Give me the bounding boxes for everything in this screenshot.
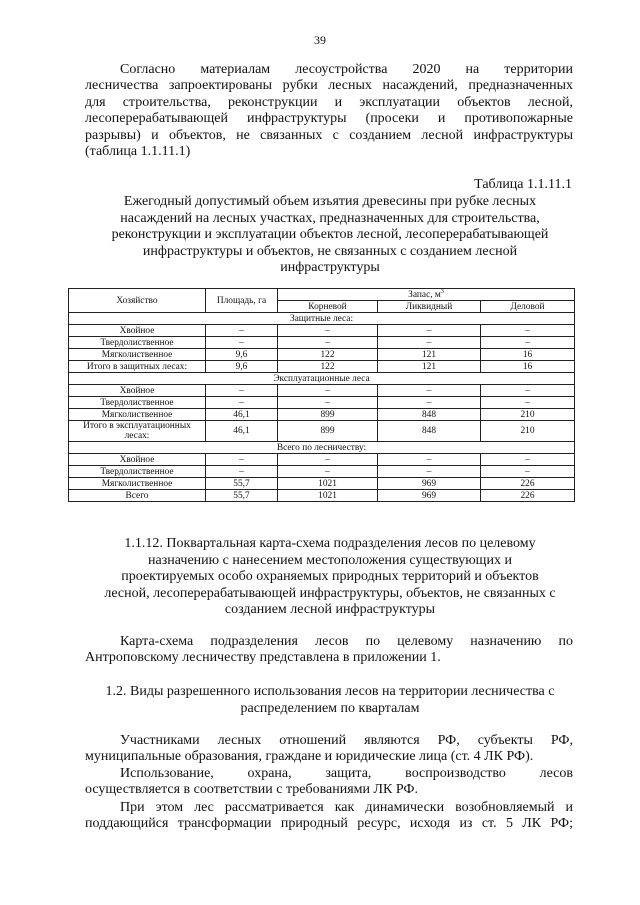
table-cell: Итого в эксплуатационных лесах: bbox=[69, 421, 206, 442]
heading-line: лесной, лесоперерабатывающей инфраструктуры, объектов, не связанных с bbox=[104, 585, 556, 601]
table-cell: Твердолиственное bbox=[69, 466, 206, 478]
table-cell: – bbox=[378, 397, 481, 409]
table-cell: 16 bbox=[481, 349, 575, 361]
table-title-line: насаждений на лесных участках, предназначенных для строительства, bbox=[120, 210, 540, 226]
table-title-line: Ежегодный допустимый объем изъятия древесины при рубке лесных bbox=[123, 194, 537, 209]
table-cell: 16 bbox=[481, 361, 575, 373]
table-cell: – bbox=[378, 337, 481, 349]
table-cell: – bbox=[278, 385, 378, 397]
usage-line: Использование, охрана, защита, воспроизводство лесов bbox=[120, 766, 573, 781]
table-cell: – bbox=[481, 337, 575, 349]
header-stock-sup: 3 bbox=[440, 288, 444, 295]
section-row bbox=[69, 373, 575, 385]
heading-line: проектируемых особо охраняемых природных территорий и объектов bbox=[121, 569, 539, 584]
table-cell: Хвойное bbox=[69, 385, 206, 397]
harvest-volume-table bbox=[68, 288, 575, 502]
table-cell: 9,6 bbox=[206, 349, 278, 361]
table-cell: 55,7 bbox=[206, 490, 278, 502]
table-cell: – bbox=[206, 397, 278, 409]
table-cell: 55,7 bbox=[206, 478, 278, 490]
table-cell: 899 bbox=[278, 421, 378, 442]
table-cell: 9,6 bbox=[206, 361, 278, 373]
table-cell: – bbox=[481, 454, 575, 466]
header-root: Корневой bbox=[278, 301, 378, 313]
table-cell: – bbox=[206, 385, 278, 397]
page-number: 39 bbox=[314, 33, 326, 47]
table-cell: – bbox=[278, 466, 378, 478]
table-header-row bbox=[69, 289, 575, 301]
heading-line: назначению с нанесением местоположения существующих и bbox=[148, 552, 512, 568]
table-row bbox=[69, 478, 575, 490]
table-cell: – bbox=[278, 337, 378, 349]
table-title-line: инфраструктуры bbox=[280, 260, 380, 275]
table-row bbox=[69, 397, 575, 409]
table-row bbox=[69, 325, 575, 337]
table-cell: 899 bbox=[278, 409, 378, 421]
table-cell: 969 bbox=[378, 478, 481, 490]
table-row bbox=[69, 490, 575, 502]
heading-1-1-12 bbox=[60, 536, 600, 619]
table-cell: 121 bbox=[378, 361, 481, 373]
usage-line: осуществляется в соответствии с требованиями ЛК РФ. bbox=[85, 782, 418, 798]
table-cell: 848 bbox=[378, 409, 481, 421]
table-cell: Мягколиственное bbox=[69, 409, 206, 421]
table-cell: Мягколиственное bbox=[69, 349, 206, 361]
table-cell: – bbox=[378, 466, 481, 478]
table-row bbox=[69, 349, 575, 361]
table-body bbox=[69, 313, 575, 502]
table-cell: – bbox=[481, 325, 575, 337]
table-cell: – bbox=[378, 325, 481, 337]
table-cell: Хвойное bbox=[69, 454, 206, 466]
table-cell: – bbox=[481, 385, 575, 397]
table-cell: Итого в защитных лесах: bbox=[69, 361, 206, 373]
heading-line: 1.2. Виды разрешенного использования лесов на территории лесничества с bbox=[105, 684, 555, 699]
table-cell: 848 bbox=[378, 421, 481, 442]
heading-line: 1.1.12. Поквартальная карта-схема подразделения лесов по целевому bbox=[124, 536, 536, 551]
map-line: Карта-схема подразделения лесов по целевому назначению по bbox=[120, 634, 573, 649]
table-cell: – bbox=[481, 466, 575, 478]
table-row bbox=[69, 337, 575, 349]
table-cell: 46,1 bbox=[206, 409, 278, 421]
table-title-line: реконструкции и эксплуатации объектов лесной, лесоперерабатывающей bbox=[111, 227, 549, 242]
table-cell: 210 bbox=[481, 409, 575, 421]
table-cell: 226 bbox=[481, 490, 575, 502]
map-line: Антроповскому лесничеству представлена в приложении 1. bbox=[85, 650, 441, 666]
forest-paragraph bbox=[85, 800, 573, 833]
header-stock bbox=[278, 289, 575, 301]
table-row bbox=[69, 466, 575, 478]
table-cell: 210 bbox=[481, 421, 575, 442]
table-row bbox=[69, 421, 575, 442]
table-cell: – bbox=[278, 325, 378, 337]
table-title-line: инфраструктуры и объектов, не связанных с созданием лесной bbox=[142, 243, 518, 259]
table-cell: 1021 bbox=[278, 478, 378, 490]
table-cell: – bbox=[378, 385, 481, 397]
section-title: Защитные леса: bbox=[69, 313, 575, 325]
intro-line: разрывы) и объектов, не связанных с созданием лесной инфраструктуры bbox=[85, 127, 573, 143]
table-label: Таблица 1.1.11.1 bbox=[474, 177, 572, 192]
header-business: Деловой bbox=[481, 301, 575, 313]
heading-1-2 bbox=[60, 684, 600, 717]
table-cell: Мягколиственное bbox=[69, 478, 206, 490]
participants-line: Участниками лесных отношений являются РФ, субъекты РФ, bbox=[120, 733, 573, 748]
forest-line: поддающийся трансформации природный ресурс, исходя из ст. 5 ЛК РФ; bbox=[85, 816, 573, 832]
header-stock-label: Запас, м bbox=[408, 289, 441, 300]
table-cell: – bbox=[206, 466, 278, 478]
heading-line: созданием лесной инфраструктуры bbox=[224, 602, 436, 617]
table-cell: – bbox=[378, 454, 481, 466]
section-title: Всего по лесничеству: bbox=[69, 442, 575, 454]
table-cell: – bbox=[206, 337, 278, 349]
header-liquid: Ликвидный bbox=[378, 301, 481, 313]
table-cell: 969 bbox=[378, 490, 481, 502]
usage-paragraph bbox=[85, 766, 573, 799]
table-cell: – bbox=[206, 454, 278, 466]
table-cell: – bbox=[278, 397, 378, 409]
table-cell: 226 bbox=[481, 478, 575, 490]
table-row bbox=[69, 361, 575, 373]
table-cell: Хвойное bbox=[69, 325, 206, 337]
participants-paragraph bbox=[85, 733, 573, 766]
section-row bbox=[69, 442, 575, 454]
table-cell: – bbox=[278, 454, 378, 466]
heading-line: распределением по кварталам bbox=[240, 700, 420, 716]
intro-line: (таблица 1.1.11.1) bbox=[85, 143, 191, 159]
section-row bbox=[69, 313, 575, 325]
table-cell: 46,1 bbox=[206, 421, 278, 442]
table-cell: Твердолиственное bbox=[69, 337, 206, 349]
section-title: Эксплуатационные леса bbox=[69, 373, 575, 385]
table-cell: – bbox=[206, 325, 278, 337]
header-farm: Хозяйство bbox=[69, 289, 206, 313]
table-cell: – bbox=[481, 397, 575, 409]
table-cell: 121 bbox=[378, 349, 481, 361]
table-cell: Твердолиственное bbox=[69, 397, 206, 409]
intro-line: для строительства, реконструкции и эксплуатации объектов лесной, bbox=[85, 94, 573, 110]
intro-paragraph bbox=[85, 62, 573, 160]
map-paragraph bbox=[85, 634, 573, 667]
table-row bbox=[69, 454, 575, 466]
intro-line: лесоперерабатывающей инфраструктуры (просеки и противопожарные bbox=[85, 111, 573, 127]
table-cell: Всего bbox=[69, 490, 206, 502]
table-title bbox=[70, 194, 590, 277]
table-cell: 122 bbox=[278, 361, 378, 373]
intro-line: лесничества запроектированы рубки лесных насаждений, предназначенных bbox=[85, 78, 573, 94]
table-cell: 1021 bbox=[278, 490, 378, 502]
forest-line: При этом лес рассматривается как динамически возобновляемый и bbox=[120, 800, 573, 815]
table-cell: 122 bbox=[278, 349, 378, 361]
participants-line: муниципальные образования, граждане и юридические лица (ст. 4 ЛК РФ). bbox=[85, 749, 534, 765]
header-area: Площадь, га bbox=[206, 289, 278, 313]
table-row bbox=[69, 409, 575, 421]
intro-line: Согласно материалам лесоустройства 2020 на территории bbox=[120, 62, 573, 77]
table-row bbox=[69, 385, 575, 397]
